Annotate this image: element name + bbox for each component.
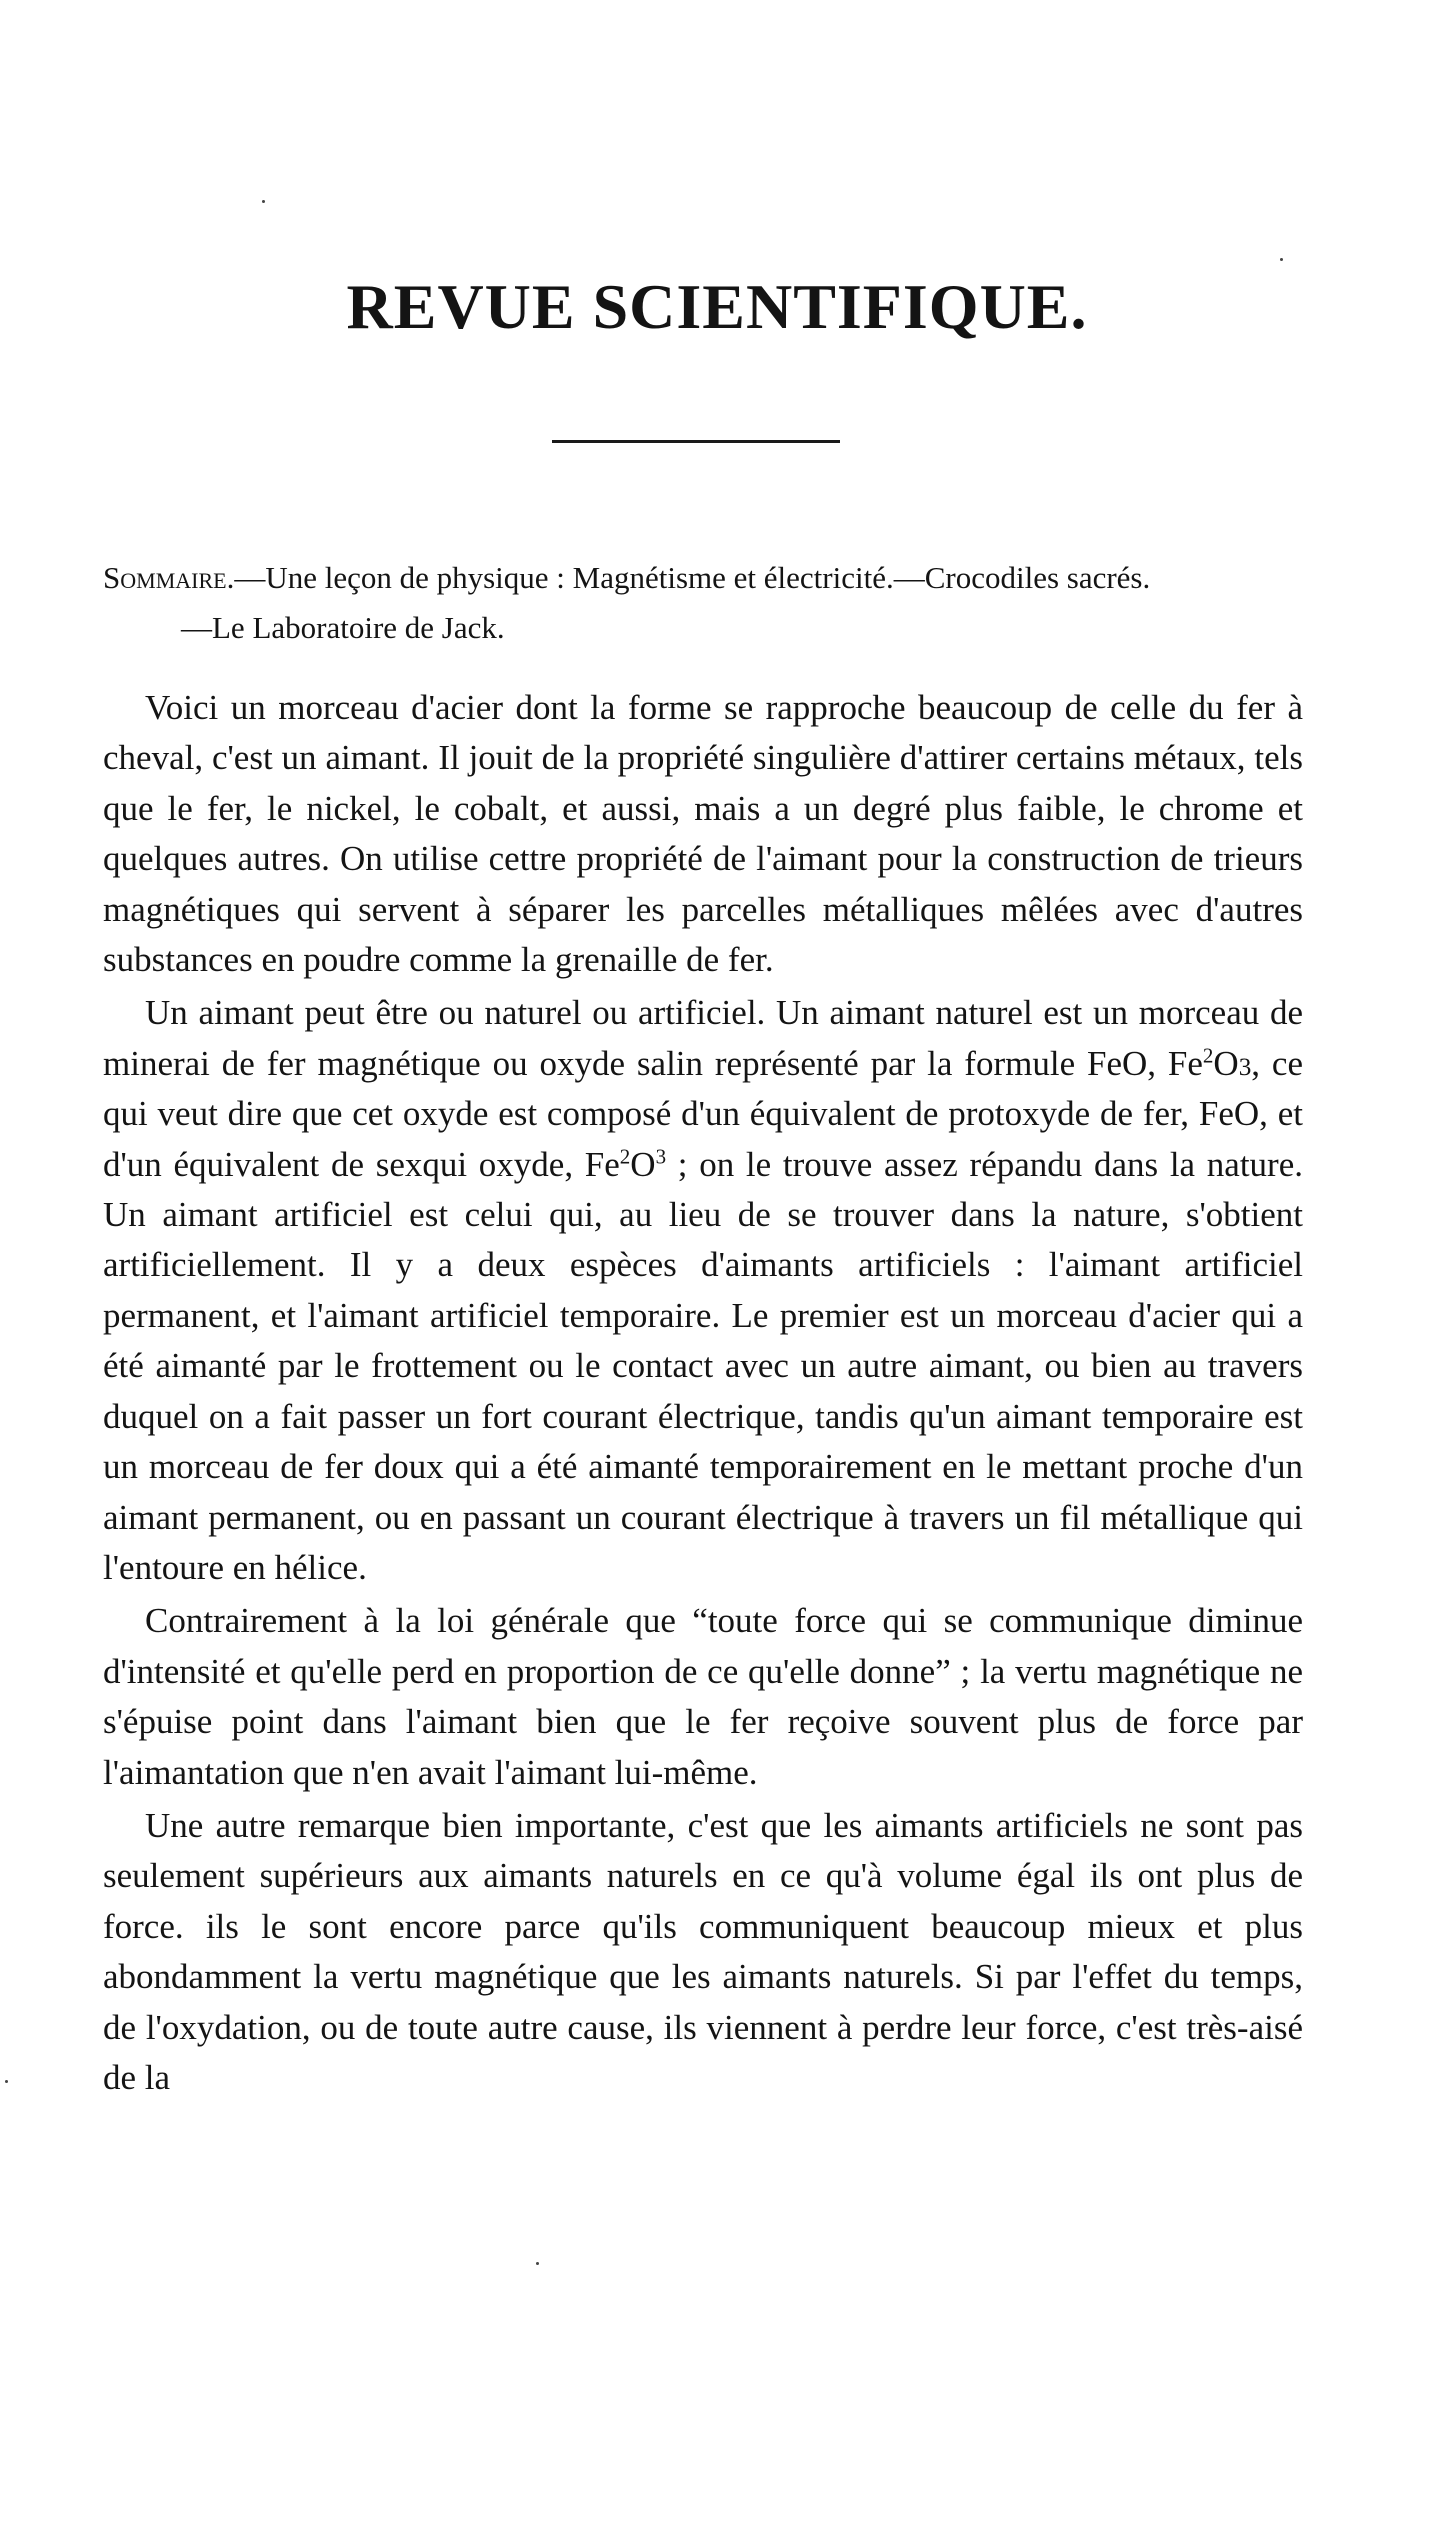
scan-speck [262,200,265,203]
paragraph-2-part-a: Un aimant peut être ou naturel ou artificiel. Un aimant naturel est un morceau de minerai de fer magnétique ou oxyde salin représenté par la formule FeO, Fe [103,993,1303,1083]
scan-speck [1280,258,1283,261]
page-title: REVUE SCIENTIFIQUE. [346,271,1088,342]
summary-block [103,553,1303,653]
summary-label: Sommaire. [103,560,235,595]
summary-line-1: —Une leçon de physique : Magnétisme et électricité.—Crocodiles sacrés. [234,560,1151,595]
paragraph-4: Une autre remarque bien importante, c'est que les aimants artificiels ne sont pas seulement supérieurs aux aimants naturels en ce qu'à volume égal ils ont plus de force. ils le sont encore parce qu'ils communiquent beaucoup mieux et plus abondamment la vertu magnétique que les aimants naturels. Si par l'effet du temps, de l'oxydation, ou de toute autre cause, ils viennent à perdre leur force, c'est très-aisé de la [103,1805,1303,2097]
paragraph-2-part-b: O [1213,1043,1239,1083]
superscript-3: 3 [655,1144,667,1168]
scan-speck [5,2080,8,2083]
paragraph-2-part-e: ; on le trouve assez répandu dans la nature. Un aimant artificiel est celui qui, au lieu de se trouver dans la nature, s'obtient artificiellement. Il y a deux espèces d'aimants artificiels : l'aimant artificiel permanent, et l'aimant artificiel temporaire. Le premier est un morceau d'acier qui a été aimanté par le frottement ou le contact avec un autre aimant, ou bien au travers duquel on a fait passer un fort courant électrique, tandis qu'un aimant temporaire est un morceau de fer doux qui a été aimanté temporairement en le mettant proche d'un aimant permanent, ou en passant un courant électrique à travers un fil métallique qui l'entoure en hélice. [103,1144,1303,1587]
paragraph-1: Voici un morceau d'acier dont la forme se rapproche beaucoup de celle du fer à cheval, c'est un aimant. Il jouit de la propriété singulière d'attirer certains métaux, tels que le fer, le nickel, le cobalt, et aussi, mais a un degré plus faible, le chrome et quelques autres. On utilise cettre propriété de l'aimant pour la construction de trieurs magnétiques qui servent à séparer les parcelles métalliques mêlées avec d'autres substances en poudre comme la grenaille de fer. [103,688,1303,980]
article-body [103,683,1303,2103]
superscript-2a: 2 [1202,1043,1214,1068]
scan-speck [536,2262,539,2265]
paragraph-2 [103,988,1303,1593]
paragraph-2-part-d: O [630,1144,656,1184]
superscript-2b: 2 [619,1144,631,1168]
paragraph-3: Contrairement à la loi générale que “toute force qui se communique diminue d'intensité et qu'elle perd en proportion de ce qu'elle donne” ; la vertu magnétique ne s'épuise point dans l'aimant bien que le fer reçoive souvent plus de force par l'aimantation que n'en avait l'aimant lui-même. [103,1601,1303,1792]
title-divider [552,440,840,443]
paragraph-2-part-c: , ce qui veut dire que cet oxyde est composé d'un équivalent de protoxyde de fer, FeO, et d'un équivalent de sexqui oxyde, Fe [103,1043,1303,1184]
summary-line-2: —Le Laboratoire de Jack. [181,610,505,645]
subscript-3: 3 [1238,1053,1252,1081]
